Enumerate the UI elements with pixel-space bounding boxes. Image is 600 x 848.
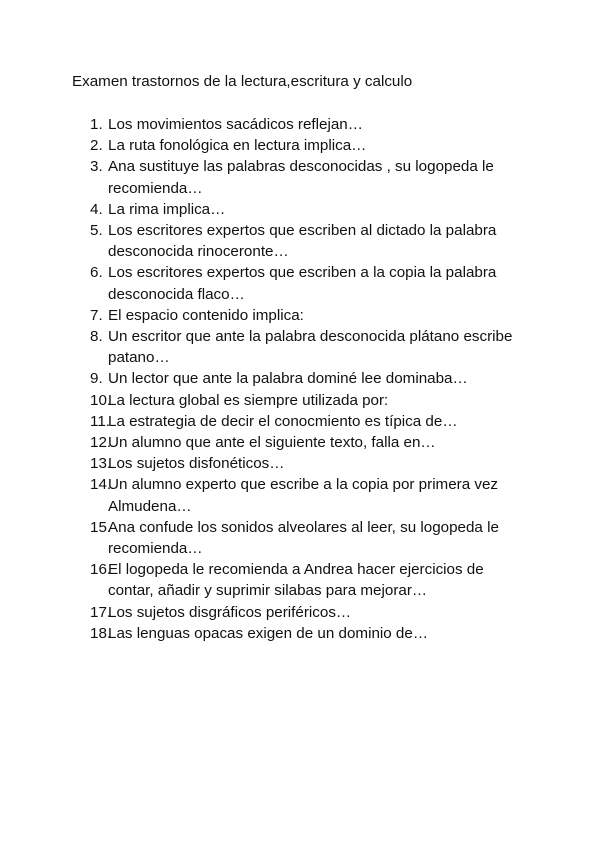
question-text: Los sujetos disgráficos periféricos… (108, 603, 352, 621)
question-number: 2. (90, 137, 103, 155)
question-text: Un alumno que ante el siguiente texto, falla en… (108, 434, 436, 452)
question-text: La estrategia de decir el conocmiento es típica de… (108, 412, 458, 430)
question-number: 10. (90, 391, 112, 409)
question-item (0, 474, 600, 516)
question-text: Los sujetos disfonéticos… (108, 455, 285, 473)
question-number: 18. (90, 624, 112, 642)
question-item (0, 390, 600, 411)
question-text: Un alumno experto que escribe a la copia por primera vez Almudena… (108, 476, 499, 515)
question-item (0, 453, 600, 474)
question-item (0, 220, 600, 262)
question-item (0, 411, 600, 432)
question-item (0, 156, 600, 198)
question-text: Los escritores expertos que escriben al dictado la palabra desconocida rinoceronte… (108, 222, 497, 261)
question-item (0, 199, 600, 220)
question-number: 8. (90, 328, 103, 346)
question-item (0, 602, 600, 623)
question-text: La lectura global es siempre utilizada por: (108, 391, 389, 409)
question-item (0, 432, 600, 453)
question-text: Un escritor que ante la palabra desconocida plátano escribe patano… (108, 328, 513, 367)
question-text: Ana sustituye las palabras desconocidas , su logopeda le recomienda… (108, 158, 494, 197)
question-text: Ana confude los sonidos alveolares al leer, su logopeda le recomienda… (108, 518, 499, 558)
question-text: Las lenguas opacas exigen de un dominio de… (108, 624, 429, 642)
question-number: 9. (90, 370, 103, 388)
question-item (0, 559, 600, 601)
question-list (0, 114, 600, 644)
question-item (0, 135, 600, 156)
question-text: Los escritores expertos que escriben a la copia la palabra desconocida flaco… (108, 264, 497, 303)
question-text: La rima implica… (108, 200, 226, 218)
question-text: Un lector que ante la palabra dominé lee dominaba… (108, 370, 468, 388)
question-item (0, 517, 600, 559)
question-item (0, 262, 600, 304)
question-text: El logopeda le recomienda a Andrea hacer ejercicios de contar, añadir y suprimir silabas para mejorar… (108, 561, 484, 600)
question-number: 6. (90, 264, 103, 282)
question-number: 16. (90, 561, 112, 579)
document-title: Examen trastornos de la lectura,escritura y calculo (72, 73, 413, 90)
question-number: 12. (90, 434, 112, 452)
question-item (0, 114, 600, 135)
question-number: 5. (90, 222, 103, 240)
question-number: 11. (90, 412, 110, 430)
question-item (0, 623, 600, 644)
question-item (0, 326, 600, 368)
question-item (0, 368, 600, 389)
question-number: 14. (90, 476, 112, 494)
question-number: 1. (90, 116, 103, 133)
question-number: 15. (90, 518, 112, 536)
question-number: 13. (90, 455, 112, 473)
question-text: El espacio contenido implica: (108, 306, 304, 324)
question-item (0, 305, 600, 326)
question-text: Los movimientos sacádicos reflejan… (108, 116, 363, 133)
question-number: 7. (90, 306, 103, 324)
question-text: La ruta fonológica en lectura implica… (108, 137, 367, 155)
question-number: 4. (90, 200, 103, 218)
question-number: 17. (90, 603, 112, 621)
question-number: 3. (90, 158, 103, 176)
